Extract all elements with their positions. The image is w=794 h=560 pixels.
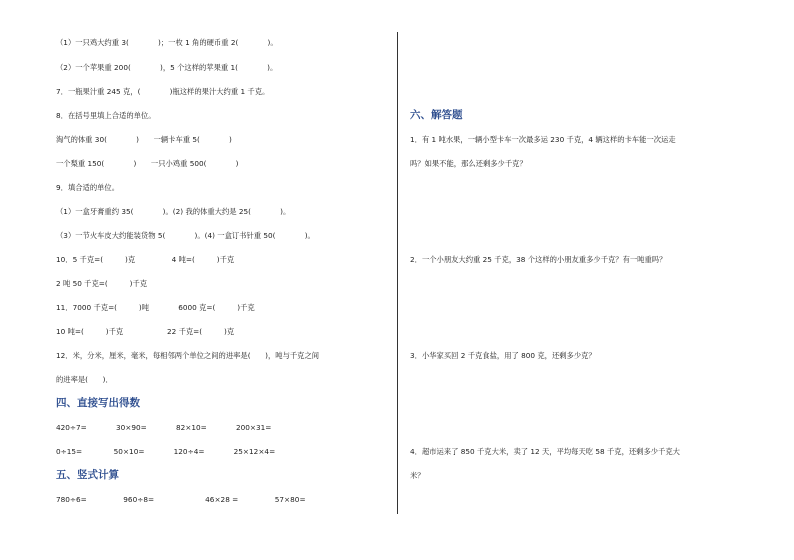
question-8-line-1: 淘气的体重 30( ) 一辆卡车重 5( ) [56,135,232,144]
question-9-line-2: （3）一节火车皮大约能装货物 5( )。(4) 一盒订书针重 50( )。 [56,231,315,240]
question-10-line-1: 10．5 千克=( )克 4 吨=( )千克 [56,255,235,264]
question-10-line-2: 2 吨 50 千克=( )千克 [56,279,148,288]
question-11-line-2: 10 吨=( )千克 22 千克=( )克 [56,327,235,336]
section-4-row-1: 420÷7= 30×90= 82×10= 200×31= [56,423,272,432]
question-12-line-1: 12．米，分米，厘米，毫米，每相邻两个单位之间的进率是( )，吨与千克之间 [56,351,320,360]
answer-question-4-line-2: 米？ [410,471,425,480]
section-4-title: 四、直接写出得数 [56,397,140,409]
question-9: 9．填合适的单位。 [56,183,120,192]
question-8-line-2: 一个梨重 150( ) 一只小鸡重 500( ) [56,159,239,168]
question-9-line-1: （1）一盒牙膏重约 35( )。(2) 我的体重大约是 25( )。 [56,207,291,216]
question-7: 7．一瓶果汁重 245 克，( )瓶这样的果汁大约重 1 千克。 [56,87,270,96]
question-8: 8．在括号里填上合适的单位。 [56,111,156,120]
section-5-title: 五、竖式计算 [56,469,119,481]
section-5-row: 780÷6= 960÷8= 46×28 = 57×80= [56,495,306,504]
section-6-title: 六、解答题 [410,109,463,121]
answer-question-2: 2．一个小朋友大约重 25 千克，38 个这样的小朋友重多少千克？有一吨重吗？ [410,255,667,264]
question-11-line-1: 11．7000 千克=( )吨 6000 克=( )千克 [56,303,255,312]
question-12-line-2: 的进率是( )． [56,375,113,384]
section-4-row-2: 0÷15= 50×10= 120÷4= 25×12×4= [56,447,276,456]
answer-question-1-line-1: 1．有 1 吨水果，一辆小型卡车一次最多运 230 千克，4 辆这样的卡车能一次运走 [410,135,676,144]
column-divider [397,32,398,514]
question-6-2: （2）一个苹果重 200( )，5 个这样的苹果重 1( )。 [56,63,278,72]
question-6-1: （1）一只鸡大约重 3( )；一枚 1 角的硬币重 2( )。 [56,38,278,47]
answer-question-1-line-2: 吗？如果不能，那么还剩多少千克？ [410,159,527,168]
answer-question-4-line-1: 4．超市运来了 850 千克大米，卖了 12 天，平均每天吃 58 千克，还剩多少千克大 [410,447,680,456]
answer-question-3: 3．小华家买回 2 千克食盐，用了 800 克，还剩多少克？ [410,351,596,360]
